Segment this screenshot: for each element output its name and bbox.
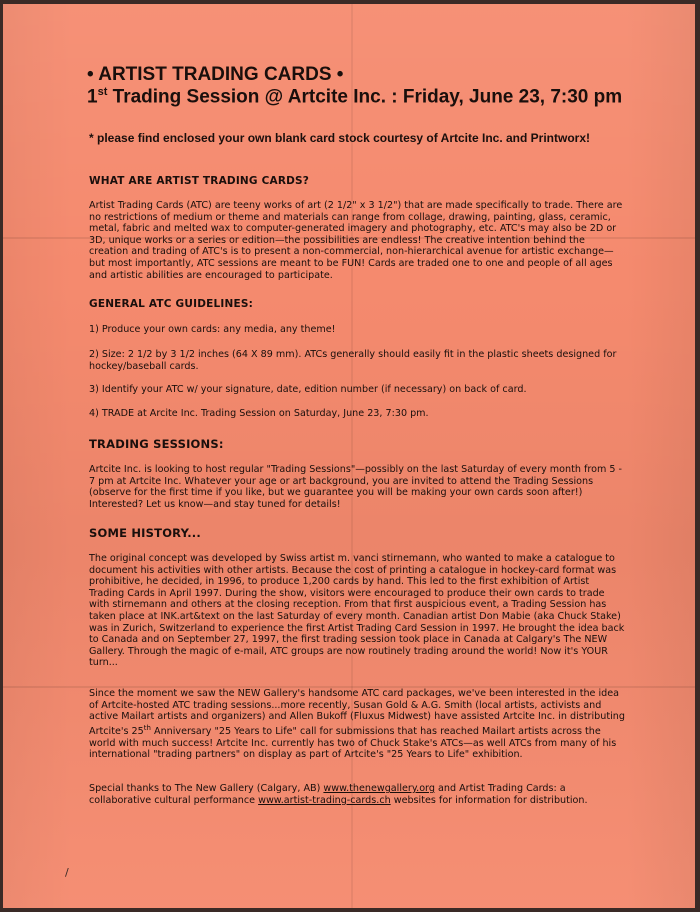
thanks-text: Special thanks to The New Gallery (Calgary, AB) bbox=[89, 783, 324, 794]
guideline-item: 3) Identify your ATC w/ your signature, date, edition number (if necessary) on back of card. bbox=[89, 384, 527, 395]
what-heading: WHAT ARE ARTIST TRADING CARDS? bbox=[89, 175, 310, 187]
subtitle-text: Trading Session @ Artcite Inc. : Friday, June 23, 7:30 pm bbox=[107, 86, 623, 108]
flyer-title: • ARTIST TRADING CARDS • bbox=[87, 64, 344, 85]
history-heading: SOME HISTORY... bbox=[89, 526, 201, 540]
artcite-paragraph bbox=[89, 688, 625, 761]
card-stock-note: * please find enclosed your own blank card stock courtesy of Artcite Inc. and Printworx! bbox=[89, 131, 591, 145]
thanks-paragraph bbox=[89, 783, 625, 806]
guideline-item: 1) Produce your own cards: any media, any theme! bbox=[89, 324, 336, 335]
what-body: Artist Trading Cards (ATC) are teeny works of art (2 1/2" x 3 1/2") that are made specifically to trade. There are no restrictions of medium or theme and materials can range from collage, drawing, painting, glass, ceramic, metal, fabric and melted wax to computer-generated imagery and photography, etc. ATC's may also be 2D or 3D, unique works or a series or edition—the possibilities are endless! The creative intention behind the creation and trading of ATC's is to present a non-commercial, non-hierarchical avenue for artistic exchange—but most importantly, ATC sessions are meant to be FUN! Cards are traded one to one and people of all ages and artistic abilities are encouraged to participate. bbox=[89, 200, 623, 281]
trading-heading: TRADING SESSIONS: bbox=[89, 437, 224, 451]
subtitle-ordinal: 1 bbox=[87, 86, 98, 108]
atc-website-link[interactable]: www.artist-trading-cards.ch bbox=[258, 794, 391, 806]
thanks-text: and Artist Trading Cards: a collaborative cultural performance bbox=[89, 783, 566, 806]
artcite-paragraph-text: Since the moment we saw the NEW Gallery's handsome ATC card packages, we've been interested in the idea of Artcite-hosted ATC trading sessions...more recently, Susan Gold & A.G. Smith (local artists, activists and active Mailart artists and organizers) and Allen Bukoff (Fluxus Midwest) have assisted Artcite Inc. in distributing Artcite's 25 bbox=[89, 688, 625, 737]
new-gallery-link[interactable]: www.thenewgallery.org bbox=[323, 783, 435, 794]
thanks-text: websites for information for distribution. bbox=[390, 794, 588, 806]
artcite-paragraph-text: Anniversary "25 Years to Life" call for submissions that has reached Mailart artists across the world with much success! Artcite Inc. currently has two of Chuck Stake's ATCs—as well ATCs from many of his international "trading partners" on display as part of Artcite's "25 Years to Life" exhibition. bbox=[89, 725, 617, 761]
guideline-item: 4) TRADE at Arcite Inc. Trading Session on Saturday, June 23, 7:30 pm. bbox=[89, 408, 429, 419]
subtitle-ordinal-suffix: st bbox=[97, 86, 108, 98]
history-body: The original concept was developed by Swiss artist m. vanci stirnemann, who wanted to make a catalogue to document his activities with other artists. Because the cost of printing a catalogue in hockey-card format was prohibitive, he decided, in 1996, to produce 1,200 cards by hand. This led to the first exhibition of Artist Trading Cards in April 1997. During the show, visitors were encouraged to produce their own cards to trade with stirnemann and others at the closing reception. From that first auspicious event, a Trading Session has taken place at INK.art&text on the last Saturday of every month. Canadian artist Don Mabie (aka Chuck Stake) was in Zurich, Switzerland to experience the first Artist Trading Card Session in 1997. He brought the idea back to Canada and on September 27, 1997, the first trading session took place in Canada at Calgary's The NEW Gallery. Through the magic of e-mail, ATC groups are now routinely trading around the world! Now it's YOUR turn... bbox=[89, 553, 625, 669]
guidelines-heading: GENERAL ATC GUIDELINES: bbox=[89, 298, 254, 310]
pen-mark: / bbox=[65, 866, 69, 879]
guideline-item: 2) Size: 2 1/2 by 3 1/2 inches (64 X 89 mm). ATCs generally should easily fit in the plastic sheets designed for hockey/baseball cards. bbox=[89, 349, 617, 372]
ordinal-suffix: th bbox=[143, 723, 151, 732]
trading-body: Artcite Inc. is looking to host regular "Trading Sessions"—possibly on the last Saturday of every month from 5 - 7 pm at Artcite Inc. Whatever your age or art background, you are invited to attend the Trading Sessions (observe for the first time if you like, but we guarantee you will be making your own cards soon after!) Interested? Let us know—and stay tuned for details! bbox=[89, 464, 622, 510]
flyer-sheet bbox=[3, 4, 695, 908]
flyer-subtitle bbox=[87, 86, 622, 108]
